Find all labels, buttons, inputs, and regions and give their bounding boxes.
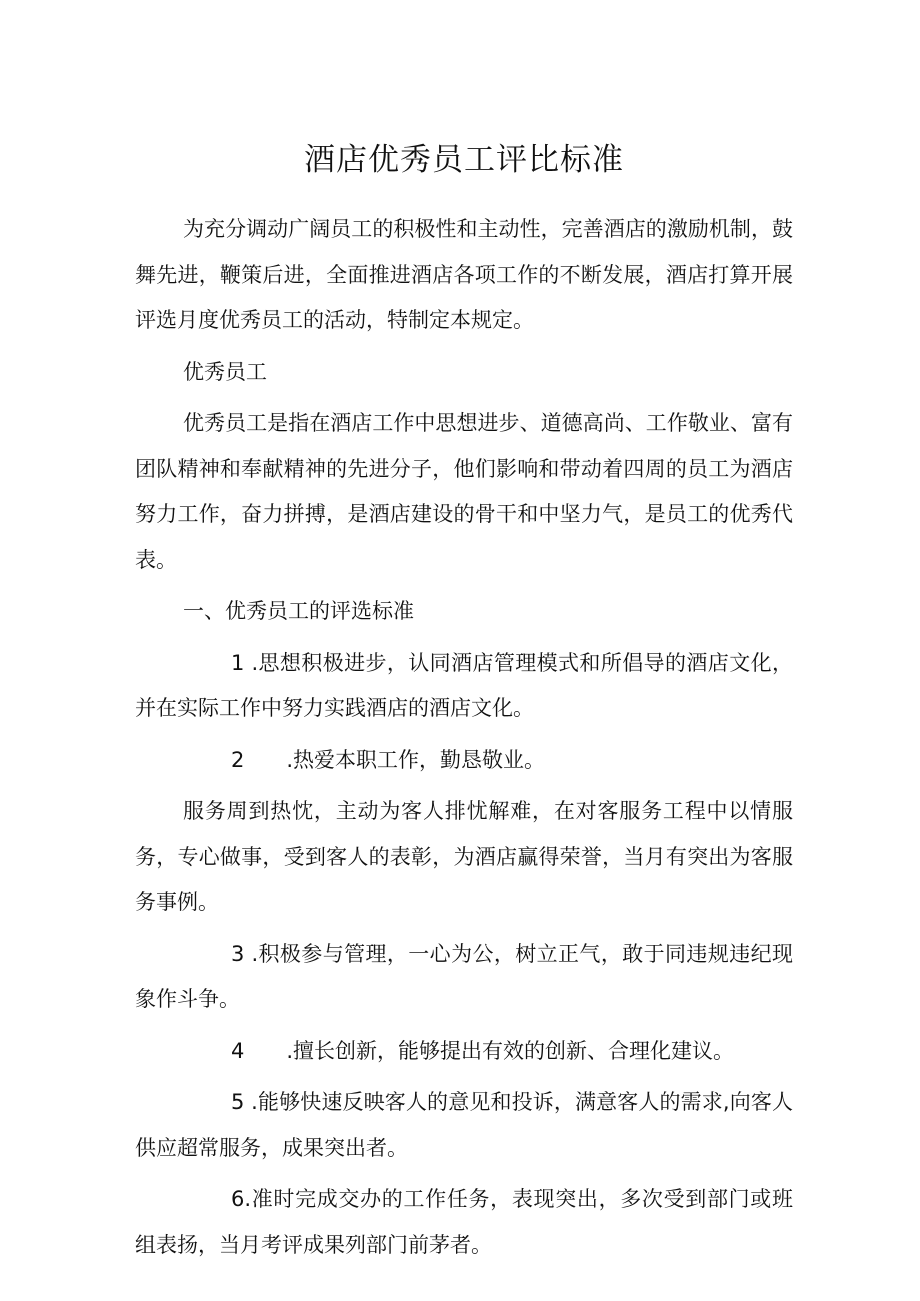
paragraph-text: .能够快速反映客人的意见和投诉，满意客人的需求,向客人供应超常服务，成果突出者。 — [135, 1090, 793, 1160]
list-number: 4 — [231, 1038, 245, 1063]
document-title: 酒店优秀员工评比标准 — [304, 142, 624, 178]
paragraph — [135, 1029, 793, 1075]
paragraph — [135, 932, 793, 1023]
paragraph-text: 为充分调动广阔员工的积极性和主动性，完善酒店的激励机制，鼓舞先进，鞭策后进，全面推进酒店各项工作的不断发展，酒店打算开展评选月度优秀员工的活动，特制定本规定。 — [135, 217, 793, 332]
paragraph-text: .积极参与管理，一心为公，树立正气，敢于同违规违纪现象作斗争。 — [135, 941, 793, 1011]
paragraph — [135, 1177, 793, 1268]
paragraph — [135, 350, 793, 396]
paragraph — [135, 401, 793, 583]
paragraph-text: 服务周到热忱，主动为客人排忧解难，在对客服务工程中以情服务，专心做事，受到客人的表彰，为酒店赢得荣誉，当月有突出为客服务事例。 — [135, 799, 793, 914]
paragraph — [135, 207, 793, 344]
paragraph-text: .擅长创新，能够提出有效的创新、合理化建议。 — [286, 1038, 735, 1063]
document-body — [135, 207, 793, 1274]
list-number: 2 — [231, 747, 245, 772]
paragraph-text: 一、优秀员工的评选标准 — [183, 599, 414, 623]
list-number: 1 — [231, 650, 245, 675]
paragraph-text: 优秀员工 — [183, 359, 267, 384]
list-number: 5 — [231, 1090, 245, 1114]
list-number: 6 — [231, 1187, 245, 1211]
paragraph — [135, 641, 793, 732]
paragraph-text: .热爱本职工作，勤恳敬业。 — [286, 747, 546, 772]
paragraph — [135, 789, 793, 926]
paragraph — [135, 1080, 793, 1171]
paragraph — [135, 738, 793, 784]
paragraph-text: .思想积极进步，认同酒店管理模式和所倡导的酒店文化，并在实际工作中努力实践酒店的酒店文化。 — [135, 650, 793, 720]
paragraph — [135, 589, 793, 635]
paragraph-text: .准时完成交办的工作任务，表现突出，多次受到部门或班组表扬，当月考评成果列部门前茅者。 — [135, 1187, 793, 1257]
paragraph-text: 优秀员工是指在酒店工作中思想进步、道德高尚、工作敬业、富有团队精神和奉献精神的先进分子，他们影响和带动着四周的员工为酒店努力工作，奋力拼搏，是酒店建设的骨干和中坚力气，是员工的优秀代表。 — [135, 411, 793, 572]
list-number: 3 — [231, 941, 245, 966]
